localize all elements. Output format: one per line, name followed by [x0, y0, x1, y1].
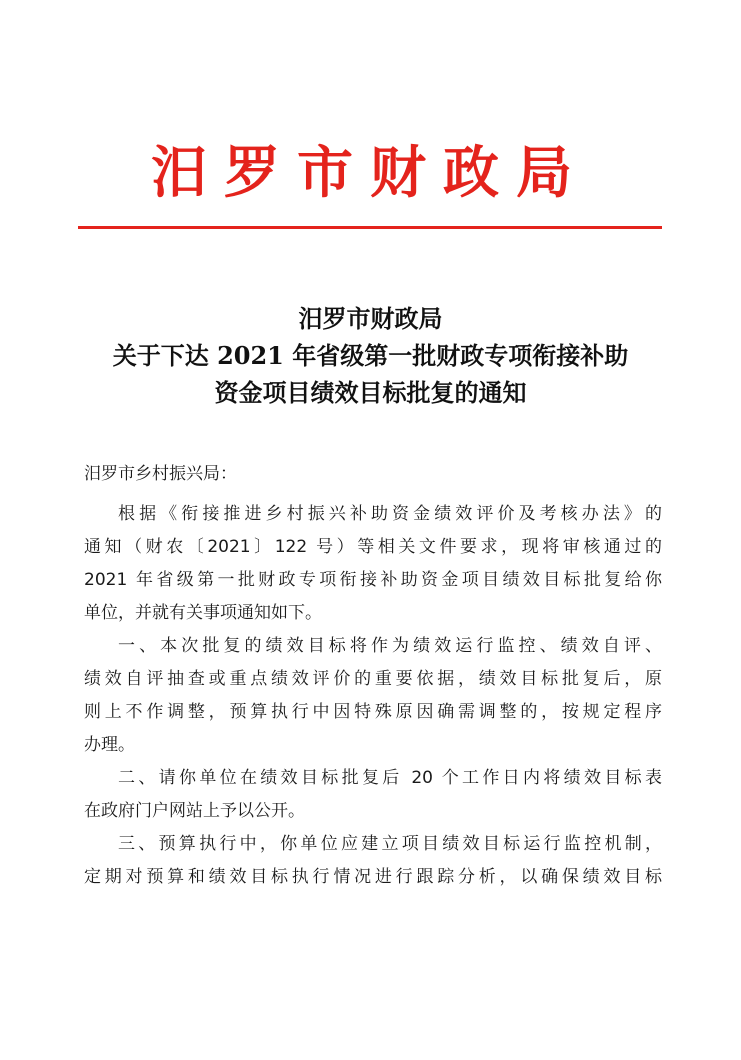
paragraph-line: 定期对预算和绩效目标执行情况进行跟踪分析，以确保绩效目标 [84, 867, 662, 887]
paragraph-line: 办理。 [84, 735, 135, 755]
title-line-1: 汨罗市财政局 [298, 304, 443, 333]
paragraph-line: 在政府门户网站上予以公开。 [84, 801, 305, 821]
title-line-3: 资金项目绩效目标批复的通知 [214, 378, 527, 407]
paragraph-line: 通知（财农〔2021〕122 号）等相关文件要求，现将审核通过的 [84, 537, 662, 557]
paragraph-line: 单位，并就有关事项通知如下。 [84, 603, 322, 623]
paragraph-1 [84, 498, 662, 630]
paragraph-line: 则上不作调整，预算执行中因特殊原因确需调整的，按规定程序 [84, 702, 662, 722]
masthead-title: 汨罗市财政局 [151, 140, 589, 206]
paragraph-line: 绩效自评抽查或重点绩效评价的重要依据，绩效目标批复后，原 [84, 669, 662, 689]
paragraph-2 [84, 630, 662, 762]
paragraph-line: 根据《衔接推进乡村振兴补助资金绩效评价及考核办法》的 [118, 504, 662, 524]
paragraph-3 [84, 762, 662, 828]
addressee: 汨罗市乡村振兴局： [84, 464, 237, 484]
paragraph-line: 三、预算执行中，你单位应建立项目绩效目标运行监控机制， [118, 834, 662, 854]
paragraph-line: 一、本次批复的绩效目标将作为绩效运行监控、绩效自评、 [118, 636, 662, 656]
red-divider-line [78, 226, 662, 229]
title-line-2: 关于下达 2021 年省级第一批财政专项衔接补助 [112, 341, 629, 370]
document-title [60, 300, 681, 411]
paragraph-line: 2021 年省级第一批财政专项衔接补助资金项目绩效目标批复给你 [84, 570, 662, 590]
paragraph-4 [84, 828, 662, 894]
paragraph-line: 二、请你单位在绩效目标批复后 20 个工作日内将绩效目标表 [118, 768, 662, 788]
document-body [84, 458, 662, 894]
